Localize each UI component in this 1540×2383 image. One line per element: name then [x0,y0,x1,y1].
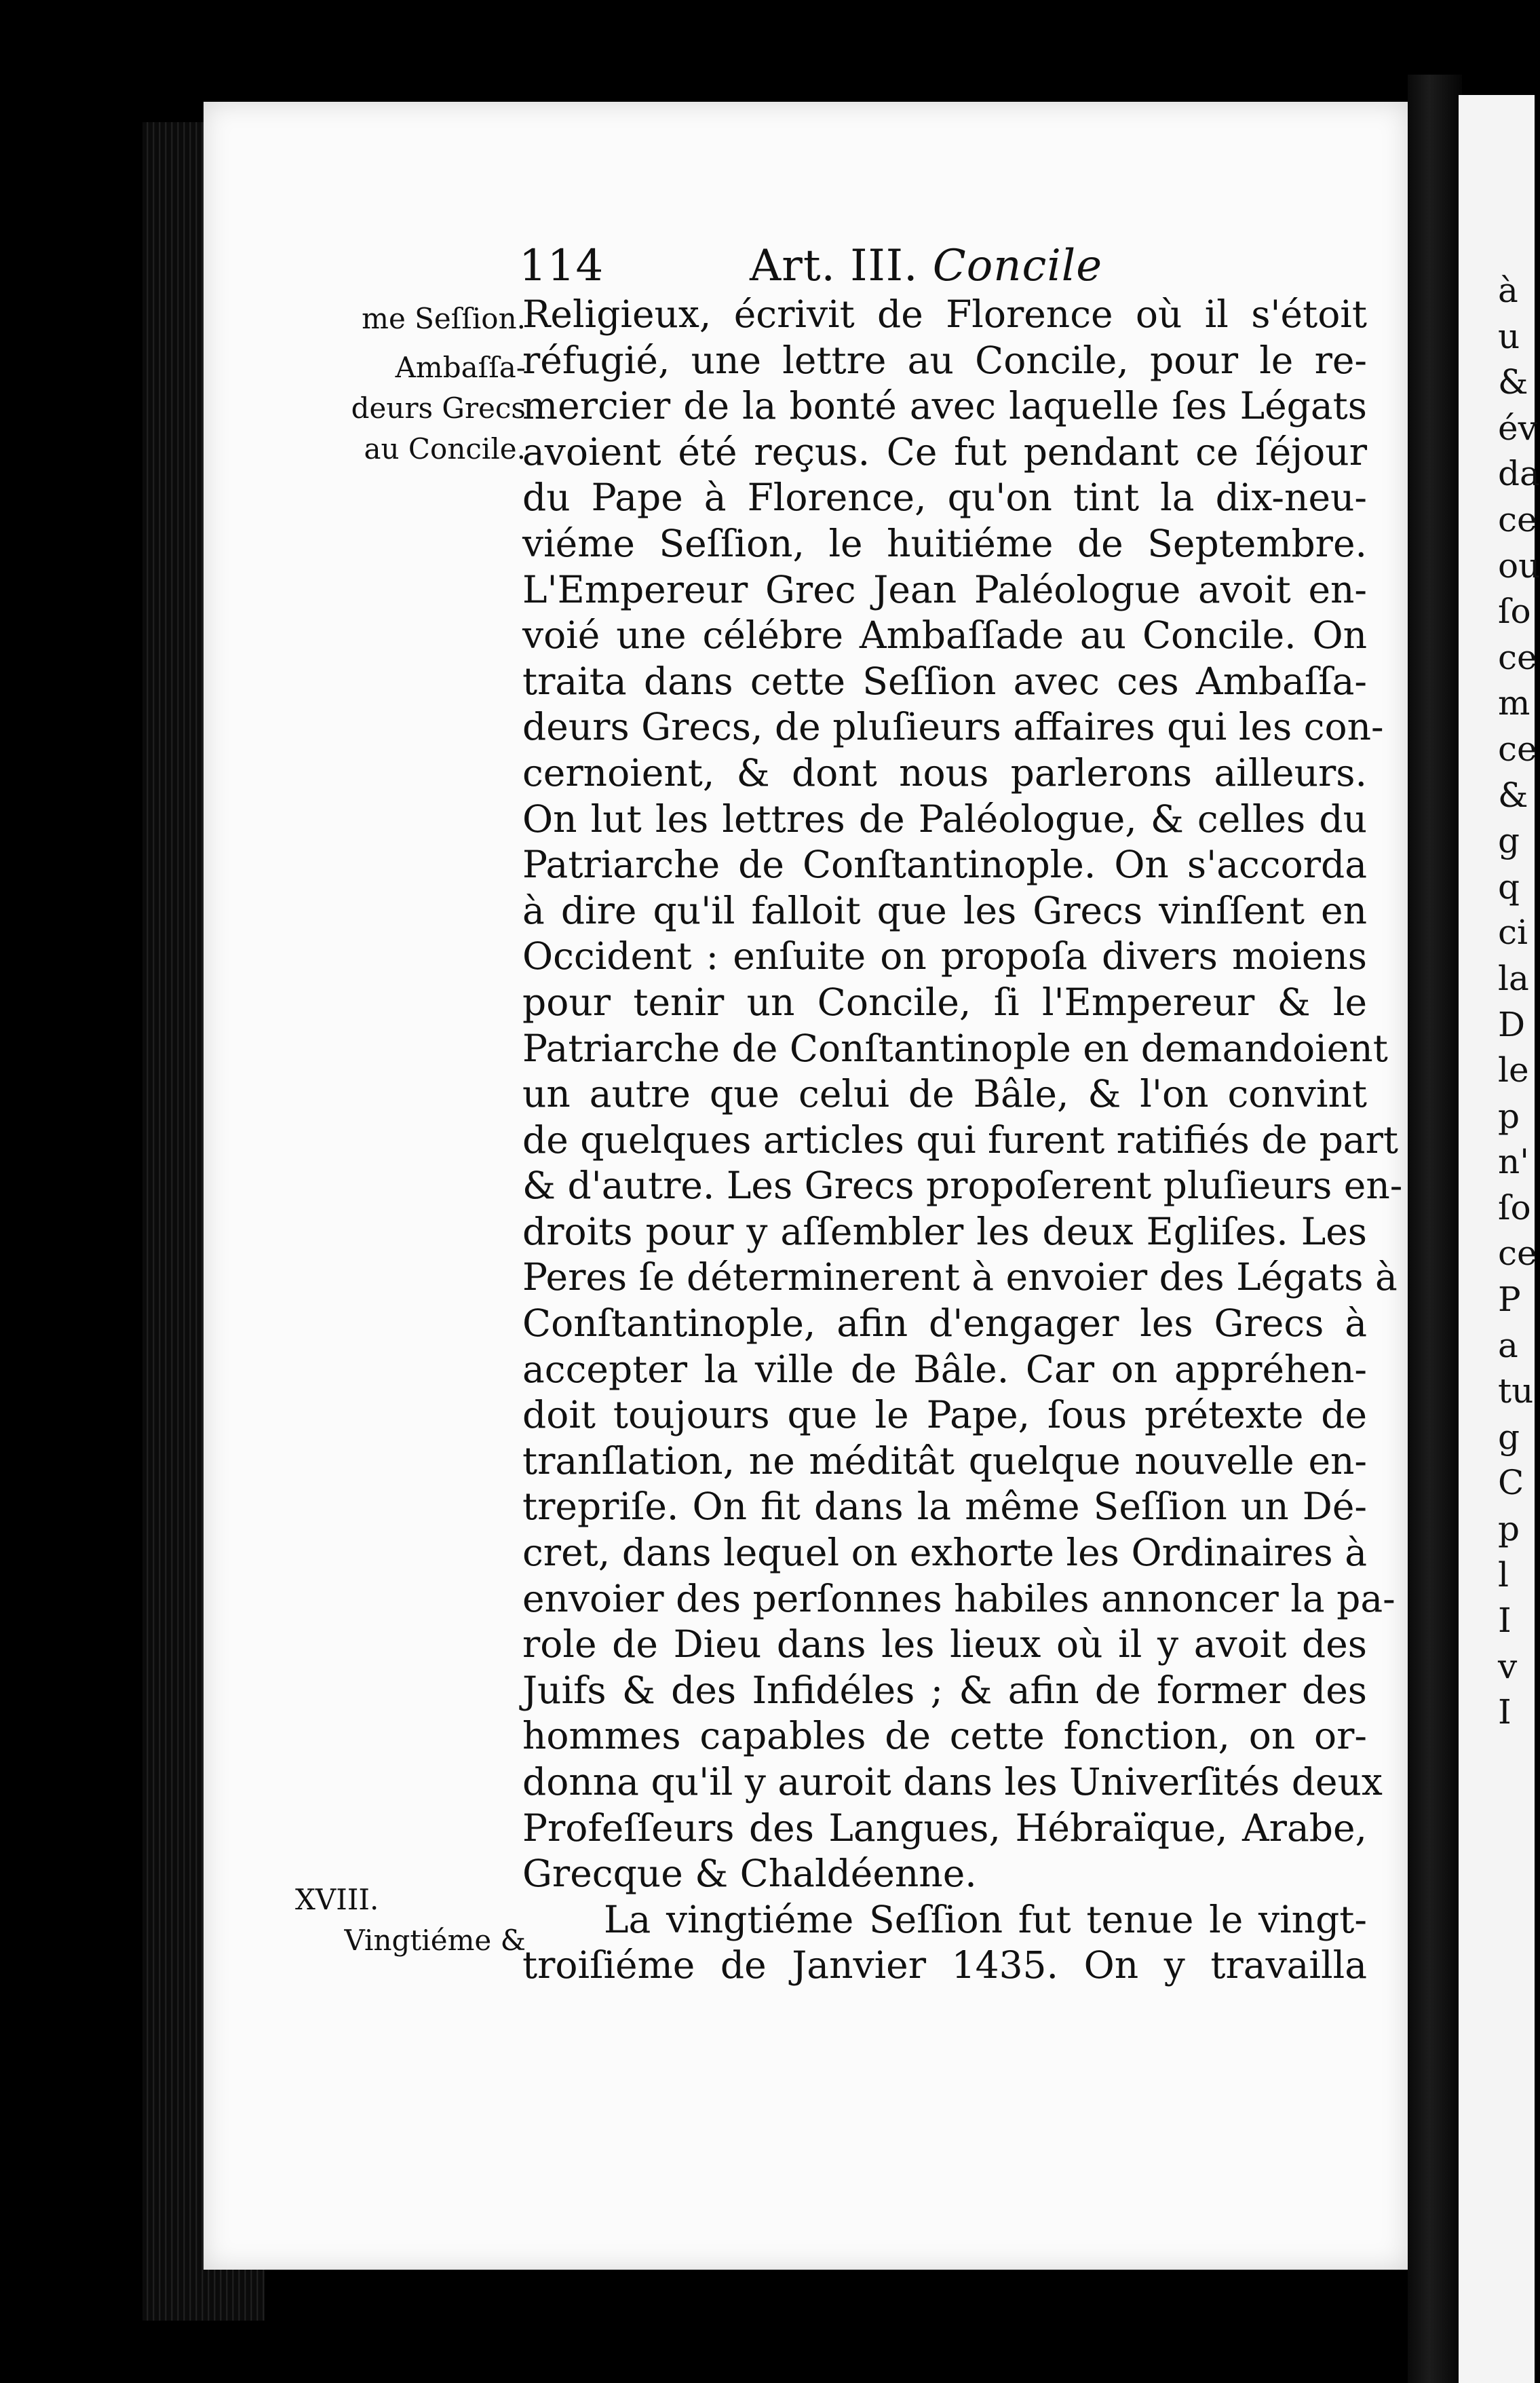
text-line: hommes capables de cette fonction, on or- [522,1714,1367,1758]
facing-page-letter: ce [1498,637,1537,677]
text-line: Patriarche de Conſtantinople en demandoient [522,1026,1388,1070]
text-line: Occident : enſuite on propoſa divers moiens [522,934,1367,978]
text-line: deurs Grecs, de pluſieurs affaires qui les con- [522,705,1384,749]
facing-page-letter: & [1498,775,1528,815]
text-line: viéme Seſſion, le huitiéme de Septembre. [522,521,1367,565]
text-line: Religieux, écrivit de Florence où il s'étoit [522,292,1367,336]
facing-page-letter: tu [1498,1371,1534,1411]
facing-page-letter: l [1498,1555,1509,1595]
facing-page-letters [1498,268,1540,1736]
text-line: Juifs & des Infidéles ; & afin de former des [522,1668,1367,1712]
facing-page-letter: ou [1498,546,1540,586]
text-line: Grecque & Chaldéenne. [522,1852,977,1896]
text-line: à dire qu'il falloit que les Grecs vinſſent en [522,888,1367,932]
text-line: voié une célébre Ambaſſade au Concile. On [522,613,1367,657]
section-title: Vingtiéme & [344,1924,526,1957]
facing-page-letter: n' [1498,1142,1529,1182]
text-line: traita dans cette Seſſion avec ces Ambaſſa- [522,659,1367,703]
margin-note-line: me Seſſion. [362,302,526,335]
margin-note-line: deurs Grecs [351,392,526,425]
facing-page-letter: da [1498,454,1540,494]
text-line: Patriarche de Conſtantinople. On s'accorda [522,843,1367,887]
facing-page-letter: u [1498,316,1520,356]
text-line: accepter la ville de Bâle. Car on appréhen- [522,1347,1367,1391]
text-line: role de Dieu dans les lieux où il y avoit des [522,1622,1367,1666]
facing-page-letter: ſo [1498,592,1531,632]
text-line: & d'autre. Les Grecs propoſerent pluſieurs en- [522,1164,1403,1208]
text-line: droits pour y aſſembler les deux Egliſes. Les [522,1209,1367,1253]
facing-page-letter: ce [1498,1234,1537,1274]
facing-page-letter: I [1498,1692,1512,1732]
facing-page-letter: a [1498,1325,1518,1365]
running-title-text: Concile [932,241,1103,291]
margin-note-session [268,299,526,339]
facing-page-letter: ce [1498,499,1537,539]
margin-note-line: Ambaſſa- [395,351,526,384]
facing-page-letter: à [1498,271,1518,310]
article-label: Art. III. [750,241,919,291]
text-line: donna qu'il y auroit dans les Univerſités deux [522,1760,1383,1804]
text-line: On lut les lettres de Paléologue, & celles du [522,797,1367,841]
facing-page-letter: ci [1498,913,1528,953]
running-title [750,241,1102,291]
text-line: un autre que celui de Bâle, & l'on convint [522,1072,1367,1116]
text-line: troiſiéme de Janvier 1435. On y travailla [522,1943,1367,1987]
text-line: doit toujours que le Pape, ſous prétexte de [522,1393,1367,1437]
facing-page-letter: p [1498,1509,1520,1549]
margin-note-ambassadors [268,347,526,470]
text-line: envoier des perſonnes habiles annoncer la pa- [522,1576,1395,1620]
text-line: La vingtiéme Seſſion fut tenue le vingt- [604,1897,1367,1941]
facing-page-letter: le [1498,1050,1529,1090]
facing-page-letter: ce [1498,729,1537,769]
facing-page-letter: v [1498,1646,1518,1686]
facing-page-letter: D [1498,1004,1526,1044]
text-line: tranſlation, ne méditât quelque nouvelle en- [522,1438,1367,1483]
text-line: mercier de la bonté avec laquelle ſes Légats [522,384,1367,428]
page-number: 114 [519,241,604,291]
text-line: Conſtantinople, afin d'engager les Grecs à [522,1301,1367,1346]
facing-page-letter: I [1498,1601,1512,1641]
text-line: Profeſſeurs des Langues, Hébraïque, Arabe, [522,1806,1367,1850]
facing-page-letter: g [1498,821,1520,861]
text-line: trepriſe. On fit dans la même Seſſion un Dé- [522,1485,1367,1529]
text-line: du Pape à Florence, qu'on tint la dix-neu- [522,476,1367,520]
facing-page-letter: la [1498,958,1529,998]
facing-page-letter: év [1498,408,1537,448]
facing-page-letter: & [1498,362,1528,402]
margin-note-line: au Concile. [364,432,526,465]
text-line: de quelques articles qui furent ratifiés de part [522,1118,1398,1162]
margin-note-section [268,1880,526,1961]
text-line: Peres ſe déterminerent à envoier des Légats à [522,1255,1398,1299]
facing-page-letter: g [1498,1417,1520,1457]
text-line: cret, dans lequel on exhorte les Ordinaires à [522,1531,1367,1575]
facing-page-letter: C [1498,1463,1524,1503]
text-line: réfugié, une lettre au Concile, pour le re- [522,338,1367,382]
book-gutter [1408,75,1462,2383]
text-line: cernoient, & dont nous parlerons ailleurs. [522,750,1367,795]
section-number: XVIII. [295,1883,379,1916]
facing-page-letter: P [1498,1280,1521,1320]
facing-page-letter: q [1498,866,1520,907]
text-line: pour tenir un Concile, ſi l'Empereur & le [522,980,1367,1024]
text-line: L'Empereur Grec Jean Paléologue avoit en- [522,567,1367,611]
body-text [522,292,1403,1989]
facing-page-letter: m [1498,683,1531,723]
facing-page-letter: ſo [1498,1187,1531,1227]
facing-page-letter: p [1498,1096,1520,1136]
text-line: avoient été reçus. Ce fut pendant ce ſéjour [522,430,1367,474]
